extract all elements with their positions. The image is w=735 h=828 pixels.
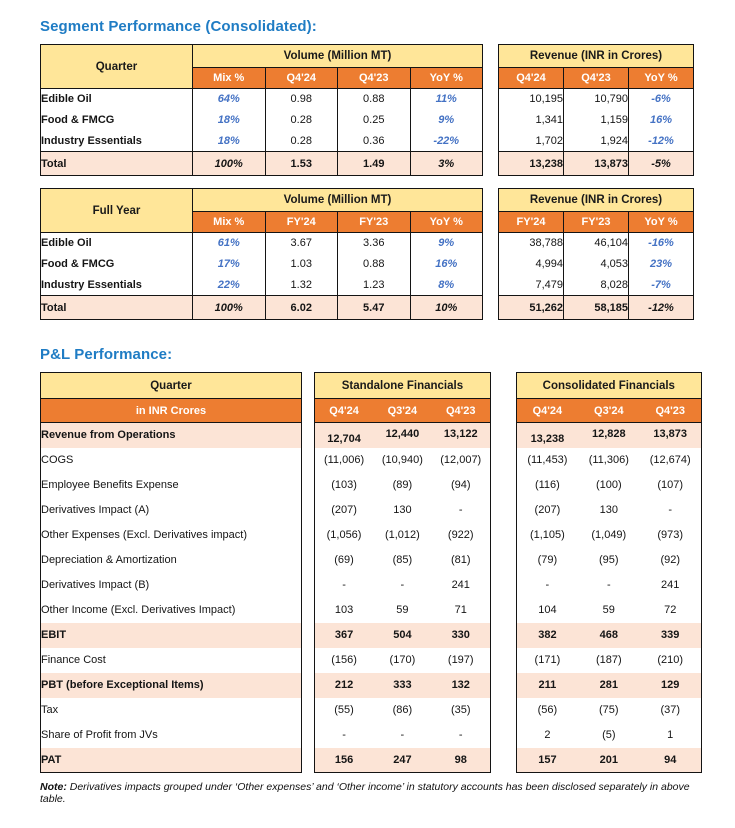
col-header-prior: Q4'23 [564, 68, 629, 89]
volume-current-value: 0.28 [265, 131, 338, 152]
table-row [315, 723, 491, 748]
table-row [499, 233, 694, 254]
pnl-standalone-value: 12,704 [315, 423, 374, 448]
pnl-unit-header: in INR Crores [41, 399, 302, 423]
pnl-standalone-value: 333 [373, 673, 432, 698]
pnl-consolidated-value: - [545, 579, 550, 591]
volume-yoy-value: 9% [410, 110, 483, 131]
pnl-consolidated-value: (12,674) [649, 454, 691, 466]
period-header: Quarter [41, 45, 193, 89]
total-row [41, 152, 483, 176]
revenue-current-value: 4,994 [499, 254, 564, 275]
pnl-standalone-value: (922) [447, 529, 474, 541]
mix-value: 64% [193, 89, 266, 110]
table-row [516, 498, 701, 523]
total-volume-yoy: 10% [410, 296, 483, 320]
pnl-consolidated-value: - [668, 504, 673, 516]
pnl-standalone-value: - [342, 729, 346, 741]
footnote [40, 781, 712, 805]
pnl-standalone-value: (11,006) [323, 454, 365, 466]
pnl-consolidated-table [516, 372, 702, 773]
fullyear-revenue-table [498, 188, 694, 320]
table-row [41, 673, 302, 698]
pnl-standalone-value: - [400, 729, 405, 741]
mix-value: 17% [193, 254, 266, 275]
pnl-consolidated-value: (210) [657, 654, 684, 666]
revenue-current-value: 38,788 [499, 233, 564, 254]
pnl-tables [40, 372, 735, 773]
pnl-consolidated-value: (116) [534, 479, 560, 491]
mix-value: 61% [193, 233, 266, 254]
pnl-row-label: PAT [41, 748, 302, 773]
pnl-standalone-value: (10,940) [381, 454, 423, 466]
pnl-row-label: Revenue from Operations [41, 423, 302, 448]
table-row [516, 473, 701, 498]
table-row [499, 275, 694, 296]
pnl-consolidated-value: 13,873 [640, 423, 702, 448]
table-row [41, 598, 302, 623]
pnl-standalone-value: (12,007) [440, 454, 482, 466]
total-revenue-prior: 58,185 [564, 296, 629, 320]
footnote-text: Derivatives impacts grouped under ‘Other expenses’ and ‘Other income’ in statutory accounts has been disclosed separately in above table. [40, 781, 690, 805]
total-revenue-current: 13,238 [499, 152, 564, 176]
pnl-consolidated-value: 211 [516, 673, 578, 698]
pnl-row-label: Derivatives Impact (B) [41, 579, 150, 591]
pnl-consolidated-value: 13,238 [516, 423, 578, 448]
pnl-standalone-value: (1,012) [384, 529, 420, 541]
pnl-consolidated-value: 12,828 [578, 423, 640, 448]
total-volume-current: 1.53 [265, 152, 338, 176]
col-header-q324: Q3'24 [373, 399, 432, 423]
pnl-standalone-value: (81) [450, 554, 471, 566]
pnl-consolidated-value: (37) [660, 704, 680, 716]
revenue-prior-value: 46,104 [564, 233, 629, 254]
pnl-label-table [40, 372, 302, 773]
revenue-yoy-value: -12% [629, 131, 694, 152]
pnl-standalone-value: (156) [331, 654, 357, 666]
pnl-row-label: PBT (before Exceptional Items) [41, 673, 302, 698]
mix-value: 18% [193, 131, 266, 152]
footnote-label: Note: [40, 781, 67, 793]
table-row [315, 623, 491, 648]
segment-label: Edible Oil [41, 233, 193, 254]
pnl-standalone-value: 247 [373, 748, 432, 773]
col-header-mix: Mix % [193, 212, 266, 233]
pnl-consolidated-value: 130 [599, 504, 618, 516]
table-row [41, 548, 302, 573]
table-row [315, 423, 491, 448]
volume-current-value: 3.67 [265, 233, 338, 254]
segment-performance-title: Segment Performance (Consolidated): [40, 18, 317, 35]
table-row [315, 523, 491, 548]
revenue-prior-value: 8,028 [564, 275, 629, 296]
revenue-group-header: Revenue (INR in Crores) [499, 45, 694, 68]
pnl-standalone-value: (55) [334, 704, 354, 716]
pnl-standalone-value: 330 [432, 623, 491, 648]
pnl-standalone-value: 13,122 [432, 423, 491, 448]
pnl-consolidated-value: (56) [537, 704, 558, 716]
table-row [41, 498, 302, 523]
table-row [315, 498, 491, 523]
table-row [315, 598, 491, 623]
table-row [41, 254, 483, 275]
total-revenue-current: 51,262 [499, 296, 564, 320]
volume-prior-value: 0.88 [338, 89, 411, 110]
pnl-consolidated-value: (973) [657, 529, 684, 541]
pnl-standalone-value: - [458, 729, 463, 741]
pnl-consolidated-value: (95) [599, 554, 619, 566]
segment-label: Industry Essentials [41, 131, 193, 152]
table-row [516, 673, 701, 698]
segment-quarter-tables [40, 44, 735, 176]
volume-prior-value: 0.25 [338, 110, 411, 131]
table-row [499, 89, 694, 110]
col-header-yoy: YoY % [629, 212, 694, 233]
pnl-consolidated-value: (11,453) [527, 454, 568, 466]
volume-current-value: 0.98 [265, 89, 338, 110]
period-header: Full Year [41, 189, 193, 233]
volume-yoy-value: 9% [410, 233, 483, 254]
volume-group-header: Volume (Million MT) [193, 189, 483, 212]
revenue-prior-value: 1,924 [564, 131, 629, 152]
segment-label: Edible Oil [41, 89, 193, 110]
revenue-current-value: 10,195 [499, 89, 564, 110]
pnl-standalone-value: 59 [396, 604, 409, 616]
pnl-consolidated-value: 1 [667, 729, 674, 741]
col-header-yoy: YoY % [629, 68, 694, 89]
table-row [41, 423, 302, 448]
segment-fullyear-tables [40, 188, 735, 320]
volume-current-value: 0.28 [265, 110, 338, 131]
pnl-standalone-value: - [400, 579, 405, 591]
pnl-consolidated-value: 129 [640, 673, 702, 698]
pnl-row-label: EBIT [41, 623, 302, 648]
volume-yoy-value: 16% [410, 254, 483, 275]
revenue-current-value: 7,479 [499, 275, 564, 296]
pnl-standalone-value: 71 [454, 604, 467, 616]
total-revenue-yoy: -5% [629, 152, 694, 176]
pnl-standalone-value: (35) [450, 704, 471, 716]
total-row [499, 152, 694, 176]
pnl-row-label: Other Expenses (Excl. Derivatives impact) [41, 529, 248, 541]
table-row [41, 233, 483, 254]
pnl-consolidated-value: (5) [602, 729, 616, 741]
col-header-yoy: YoY % [410, 212, 483, 233]
table-row [516, 423, 701, 448]
table-row [516, 523, 701, 548]
pnl-consolidated-value: 157 [516, 748, 578, 773]
revenue-yoy-value: 23% [629, 254, 694, 275]
pnl-standalone-value: - [458, 504, 463, 516]
revenue-prior-value: 1,159 [564, 110, 629, 131]
volume-prior-value: 3.36 [338, 233, 411, 254]
total-volume-current: 6.02 [265, 296, 338, 320]
pnl-consolidated-value: 104 [538, 604, 557, 616]
pnl-standalone-value: (69) [334, 554, 354, 566]
pnl-period-header: Quarter [41, 373, 302, 399]
pnl-standalone-value: (86) [392, 704, 413, 716]
pnl-consolidated-value: (187) [595, 654, 622, 666]
col-header-current: FY'24 [265, 212, 338, 233]
revenue-yoy-value: -7% [629, 275, 694, 296]
pnl-standalone-value: 212 [315, 673, 374, 698]
col-header-prior: FY'23 [564, 212, 629, 233]
table-row [516, 648, 701, 673]
pnl-standalone-value: 504 [373, 623, 432, 648]
pnl-consolidated-value: (92) [660, 554, 680, 566]
total-label: Total [41, 152, 193, 176]
col-header-prior: Q4'23 [338, 68, 411, 89]
total-volume-prior: 1.49 [338, 152, 411, 176]
table-row [516, 573, 701, 598]
pnl-row-label: Share of Profit from JVs [41, 729, 158, 741]
table-row [499, 131, 694, 152]
volume-prior-value: 0.36 [338, 131, 411, 152]
table-row [315, 648, 491, 673]
pnl-consolidated-value: 72 [664, 604, 677, 616]
revenue-prior-value: 4,053 [564, 254, 629, 275]
pnl-consolidated-value: 382 [516, 623, 578, 648]
revenue-yoy-value: -6% [629, 89, 694, 110]
pnl-row-label: Derivatives Impact (A) [41, 504, 150, 516]
table-row [315, 548, 491, 573]
table-row [41, 723, 302, 748]
col-header-current: Q4'24 [499, 68, 564, 89]
pnl-consolidated-value: (107) [657, 479, 684, 491]
col-header-mix: Mix % [193, 68, 266, 89]
pnl-standalone-value: 130 [393, 504, 412, 516]
volume-yoy-value: 11% [410, 89, 483, 110]
pnl-consolidated-value: 201 [578, 748, 640, 773]
table-row [41, 89, 483, 110]
pnl-row-label: Employee Benefits Expense [41, 479, 179, 491]
total-row [41, 296, 483, 320]
pnl-standalone-value: 241 [451, 579, 470, 591]
table-row [516, 598, 701, 623]
pnl-consolidated-value: (1,105) [529, 529, 565, 541]
revenue-group-header: Revenue (INR in Crores) [499, 189, 694, 212]
segment-label: Industry Essentials [41, 275, 193, 296]
col-header-prior: FY'23 [338, 212, 411, 233]
table-row [499, 110, 694, 131]
pnl-consolidated-value: (207) [534, 504, 561, 516]
pnl-standalone-value: (170) [389, 654, 416, 666]
table-row [41, 131, 483, 152]
pnl-consolidated-value: (79) [537, 554, 558, 566]
segment-label: Food & FMCG [41, 110, 193, 131]
total-label: Total [41, 296, 193, 320]
col-header-q423: Q4'23 [640, 399, 702, 423]
consolidated-group-header: Consolidated Financials [516, 373, 701, 399]
total-volume-prior: 5.47 [338, 296, 411, 320]
revenue-prior-value: 10,790 [564, 89, 629, 110]
pnl-row-label: Finance Cost [41, 654, 106, 666]
pnl-consolidated-value: - [606, 579, 611, 591]
table-row [41, 623, 302, 648]
col-header-q424: Q4'24 [315, 399, 374, 423]
pnl-consolidated-value: 94 [640, 748, 702, 773]
pnl-consolidated-value: 339 [640, 623, 702, 648]
table-row [315, 448, 491, 473]
volume-prior-value: 1.23 [338, 275, 411, 296]
revenue-yoy-value: 16% [629, 110, 694, 131]
pnl-consolidated-value: 241 [661, 579, 680, 591]
table-row [516, 548, 701, 573]
total-row [499, 296, 694, 320]
pnl-row-label: COGS [41, 454, 74, 466]
pnl-standalone-value: (85) [392, 554, 413, 566]
mix-value: 18% [193, 110, 266, 131]
pnl-standalone-value: - [342, 579, 346, 591]
pnl-consolidated-value: 59 [602, 604, 615, 616]
table-row [516, 723, 701, 748]
table-row [41, 110, 483, 131]
pnl-standalone-value: 132 [432, 673, 491, 698]
table-row [41, 748, 302, 773]
col-header-q324: Q3'24 [578, 399, 640, 423]
table-row [315, 673, 491, 698]
table-row [41, 648, 302, 673]
table-row [516, 698, 701, 723]
col-header-current: Q4'24 [265, 68, 338, 89]
pnl-standalone-value: (1,056) [326, 529, 362, 541]
quarter-revenue-table [498, 44, 694, 176]
table-row [499, 254, 694, 275]
pnl-standalone-value: (197) [447, 654, 474, 666]
table-row [516, 623, 701, 648]
pnl-standalone-value: 98 [432, 748, 491, 773]
total-mix: 100% [193, 152, 266, 176]
pnl-standalone-table [314, 372, 491, 773]
pnl-standalone-value: (94) [450, 479, 471, 491]
pnl-standalone-value: 103 [334, 604, 354, 616]
pnl-performance-title: P&L Performance: [40, 346, 173, 363]
table-row [315, 573, 491, 598]
table-row [41, 523, 302, 548]
pnl-row-label: Depreciation & Amortization [41, 554, 177, 566]
quarter-volume-table [40, 44, 483, 176]
pnl-standalone-value: 12,440 [373, 423, 432, 448]
pnl-standalone-value: (89) [392, 479, 413, 491]
pnl-row-label: Tax [41, 704, 59, 716]
pnl-consolidated-value: 2 [544, 729, 551, 741]
pnl-consolidated-value: (11,306) [588, 454, 629, 466]
table-row [315, 698, 491, 723]
total-revenue-yoy: -12% [629, 296, 694, 320]
col-header-q423: Q4'23 [432, 399, 491, 423]
table-row [516, 748, 701, 773]
pnl-standalone-value: (207) [331, 504, 357, 516]
pnl-standalone-value: 156 [315, 748, 374, 773]
pnl-standalone-value: (103) [331, 479, 357, 491]
col-header-yoy: YoY % [410, 68, 483, 89]
table-row [41, 573, 302, 598]
volume-current-value: 1.32 [265, 275, 338, 296]
mix-value: 22% [193, 275, 266, 296]
col-header-q424: Q4'24 [516, 399, 578, 423]
total-volume-yoy: 3% [410, 152, 483, 176]
revenue-current-value: 1,702 [499, 131, 564, 152]
fullyear-volume-table [40, 188, 483, 320]
volume-yoy-value: 8% [410, 275, 483, 296]
segment-label: Food & FMCG [41, 254, 193, 275]
table-row [41, 698, 302, 723]
pnl-consolidated-value: (171) [534, 654, 561, 666]
pnl-consolidated-value: (100) [595, 479, 622, 491]
revenue-current-value: 1,341 [499, 110, 564, 131]
pnl-consolidated-value: (75) [599, 704, 619, 716]
pnl-consolidated-value: 281 [578, 673, 640, 698]
pnl-row-label: Other Income (Excl. Derivatives Impact) [41, 604, 236, 616]
pnl-consolidated-value: 468 [578, 623, 640, 648]
total-revenue-prior: 13,873 [564, 152, 629, 176]
volume-group-header: Volume (Million MT) [193, 45, 483, 68]
table-row [41, 448, 302, 473]
volume-current-value: 1.03 [265, 254, 338, 275]
total-mix: 100% [193, 296, 266, 320]
table-row [41, 275, 483, 296]
table-row [315, 748, 491, 773]
volume-yoy-value: -22% [410, 131, 483, 152]
col-header-current: FY'24 [499, 212, 564, 233]
volume-prior-value: 0.88 [338, 254, 411, 275]
table-row [41, 473, 302, 498]
standalone-group-header: Standalone Financials [315, 373, 491, 399]
table-row [516, 448, 701, 473]
pnl-consolidated-value: (1,049) [591, 529, 627, 541]
pnl-standalone-value: 367 [315, 623, 374, 648]
table-row [315, 473, 491, 498]
revenue-yoy-value: -16% [629, 233, 694, 254]
